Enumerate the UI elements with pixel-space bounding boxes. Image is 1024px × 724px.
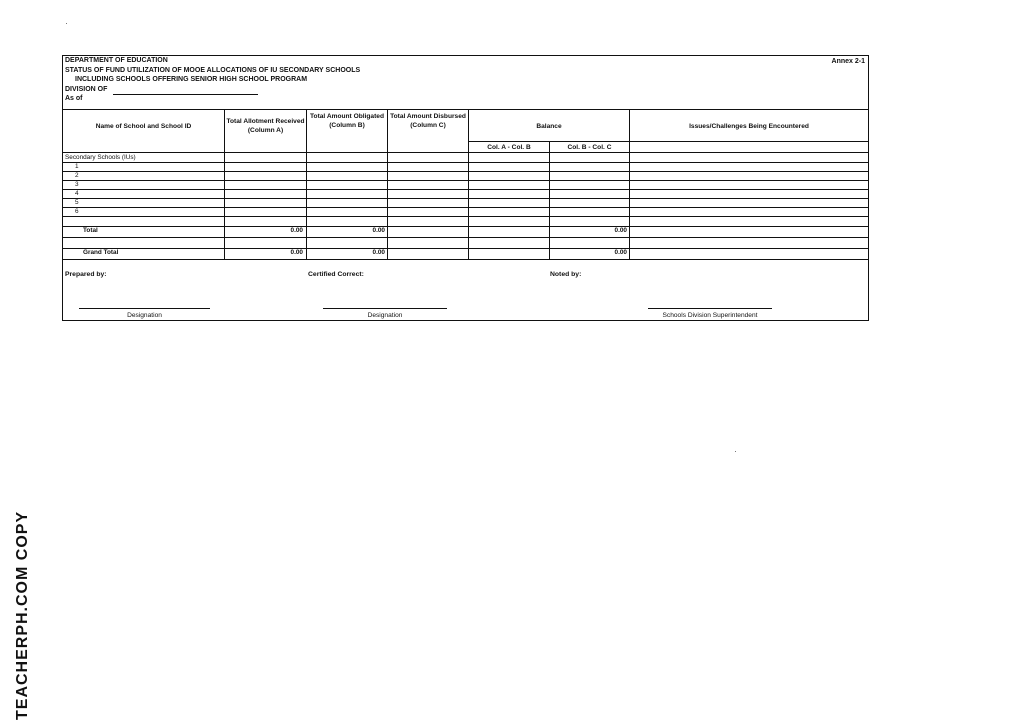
annex-label: Annex 2-1: [831, 58, 865, 65]
row-number: 5: [75, 199, 79, 206]
header-rule: [63, 109, 868, 110]
section-rule: [63, 162, 868, 163]
superintendent-label: Schools Division Superintendent: [662, 312, 758, 319]
col-header-allotment: Total Allotment Received (Column A): [226, 118, 305, 134]
total-balance-bc: 0.00: [614, 227, 627, 234]
scan-speck: [735, 451, 736, 452]
section-label: Secondary Schools (IUs): [65, 154, 136, 161]
scan-speck: [66, 23, 67, 24]
grand-total-obligated: 0.00: [372, 249, 385, 256]
prepared-by-label: Prepared by:: [65, 271, 107, 278]
grand-total-label: Grand Total: [83, 249, 119, 256]
table-bottom-rule: [63, 259, 868, 260]
signature-line: [648, 308, 772, 309]
grand-total-allotment: 0.00: [290, 249, 303, 256]
col-divider: [306, 109, 307, 259]
table-header-bottom-rule: [63, 152, 868, 153]
row-number: 4: [75, 190, 79, 197]
row-rule: [63, 171, 868, 172]
row-number: 3: [75, 181, 79, 188]
row-number: 2: [75, 172, 79, 179]
row-rule: [63, 189, 868, 190]
row-rule: [63, 180, 868, 181]
report-form: [62, 55, 869, 321]
col-divider: [549, 141, 550, 259]
grand-total-balance-bc: 0.00: [614, 249, 627, 256]
col-header-balance: Balance: [536, 123, 562, 130]
designation-label: Designation: [127, 312, 162, 319]
division-label: DIVISION OF: [65, 86, 108, 93]
col-header-obligated: Total Amount Obligated (Column B): [310, 113, 384, 129]
total-label: Total: [83, 227, 98, 234]
row-number: 1: [75, 163, 79, 170]
total-obligated: 0.00: [372, 227, 385, 234]
as-of-label: As of: [65, 95, 83, 102]
col-header-bal-bc: Col. B - Col. C: [567, 144, 612, 151]
col-header-name: Name of School and School ID: [95, 123, 192, 130]
row-rule: [63, 207, 868, 208]
department-label: DEPARTMENT OF EDUCATION: [65, 57, 168, 64]
col-divider: [468, 109, 469, 259]
certified-correct-label: Certified Correct:: [308, 271, 364, 278]
signature-line: [79, 308, 210, 309]
col-header-bal-ab: Col. A - Col. B: [487, 144, 531, 151]
signature-line: [323, 308, 447, 309]
balance-sub-rule: [468, 141, 868, 142]
row-rule: [63, 226, 868, 227]
row-rule: [63, 237, 868, 238]
designation-label: Designation: [367, 312, 403, 319]
total-allotment: 0.00: [290, 227, 303, 234]
division-blank-line: [113, 94, 258, 95]
report-subtitle: INCLUDING SCHOOLS OFFERING SENIOR HIGH SCHOOL PROGRAM: [75, 76, 308, 83]
row-rule: [63, 248, 868, 249]
row-rule: [63, 216, 868, 217]
row-number: 6: [75, 208, 79, 215]
col-divider: [387, 109, 388, 259]
col-header-issues: Issues/Challenges Being Encountered: [689, 123, 809, 130]
watermark-text: TEACHERPH.COM COPY: [14, 510, 31, 720]
row-rule: [63, 198, 868, 199]
col-header-disbursed: Total Amount Disbursed (Column C): [390, 113, 466, 129]
noted-by-label: Noted by:: [550, 271, 582, 278]
col-divider: [629, 109, 630, 259]
report-title: STATUS OF FUND UTILIZATION OF MOOE ALLOCATIONS OF IU SECONDARY SCHOOLS: [65, 67, 361, 74]
